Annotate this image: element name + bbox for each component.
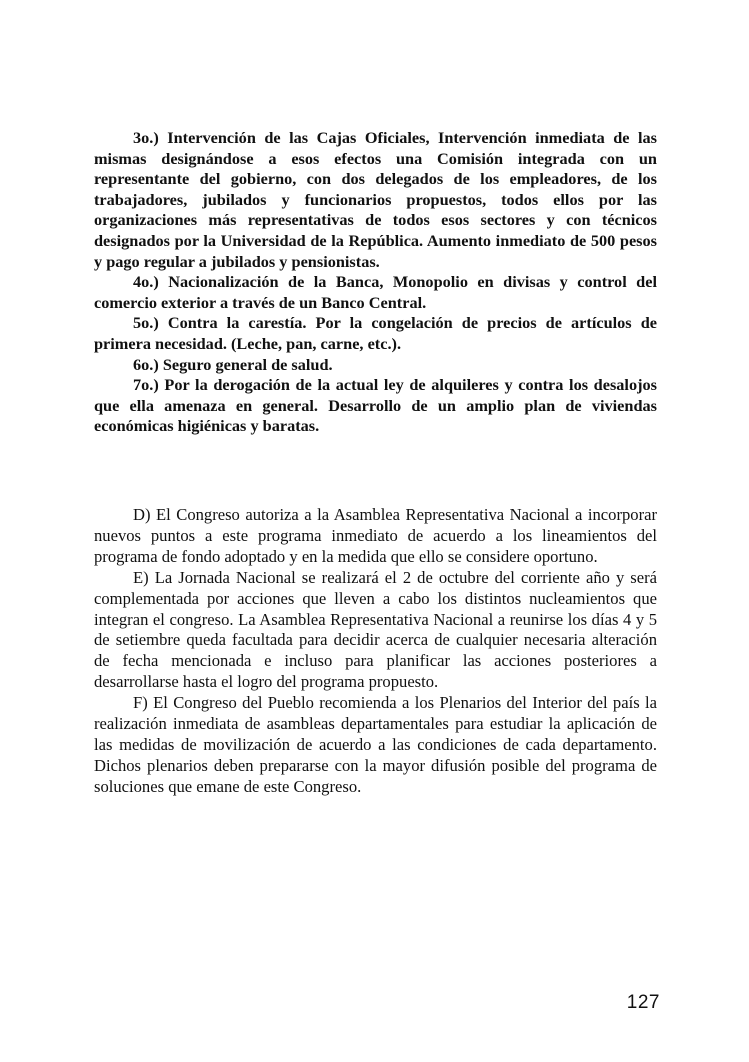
demand-item-5: 5o.) Contra la carestía. Por la congelación de precios de artículos de primera necesidad. (Leche, pan, carne, etc.). <box>94 313 657 353</box>
demand-item-3: 3o.) Intervención de las Cajas Oficiales, Intervención inmediata de las mismas designándose a esos efectos una Comisión integrada con un representante del gobierno, con dos delegados de los empleadores, de los trabajadores, jubilados y funcionarios propuestos, todos ellos por las organizaciones más representativas de todos esos sectores y con técnicos designados por la Universidad de la República. Aumento inmediato de 500 pesos y pago regular a jubilados y pensionistas. <box>94 128 657 271</box>
demand-item-4: 4o.) Nacionalización de la Banca, Monopolio en divisas y control del comercio exterior a través de un Banco Central. <box>94 272 657 312</box>
page-number: 127 <box>626 992 660 1013</box>
demand-item-7: 7o.) Por la derogación de la actual ley de alquileres y contra los desalojos que ella amenaza en general. Desarrollo de un amplio plan de viviendas económicas higiénicas y baratas. <box>94 375 657 436</box>
resolution-f: F) El Congreso del Pueblo recomienda a los Plenarios del Interior del país la realización inmediata de asambleas departamentales para estudiar la aplicación de las medidas de movilización de acuerdo a las condiciones de cada departamento. Dichos plenarios deben prepararse con la mayor difusión posible del programa de soluciones que emane de este Congreso. <box>94 693 657 796</box>
demands-list <box>94 128 657 437</box>
resolution-e: E) La Jornada Nacional se realizará el 2 de octubre del corriente año y será complementada por acciones que lleven a cabo los distintos nucleamientos que integran el congreso. La Asamblea Representativa Nacional a reunirse los días 4 y 5 de setiembre queda facultada para decidir acerca de cualquier necesaria alteración de fecha mencionada e incluso para planificar las acciones posteriores a desarrollarse hasta el logro del programa propuesto. <box>94 567 657 692</box>
resolutions-list <box>94 505 657 798</box>
resolution-d: D) El Congreso autoriza a la Asamblea Representativa Nacional a incorporar nuevos puntos a este programa inmediato de acuerdo a los lineamientos del programa de fondo adoptado y en la medida que ello se considere oportuno. <box>94 505 657 566</box>
demand-item-6: 6o.) Seguro general de salud. <box>133 354 333 374</box>
